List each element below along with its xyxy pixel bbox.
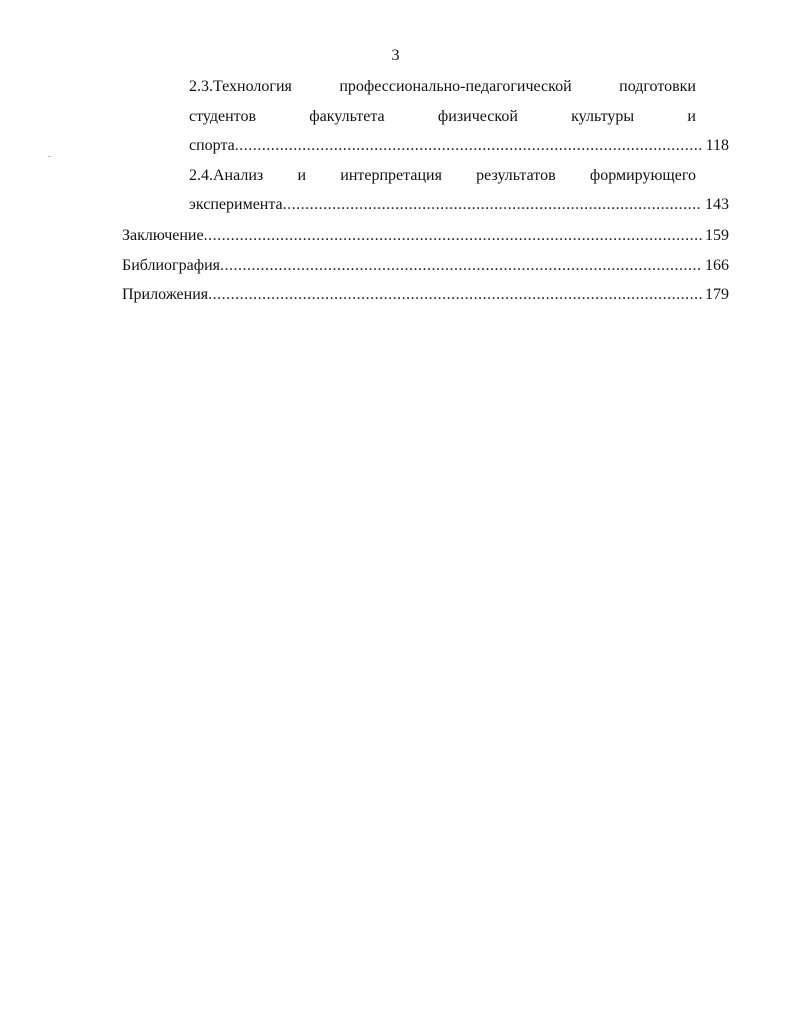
toc-entry-2-4-line-1: 2.4.Анализ и интерпретация результатов формирующего <box>189 167 696 184</box>
toc-entry-title: Приложения <box>122 286 209 303</box>
toc-entry-2-3-line-1: 2.3.Технология профессионально-педагогической подготовки <box>189 78 696 95</box>
toc-entry-bibliography[interactable] <box>122 256 729 276</box>
dot-leader <box>220 256 702 276</box>
toc-entry-title: спорта <box>189 137 235 154</box>
scan-speck <box>48 156 51 157</box>
page-number: 3 <box>391 47 400 64</box>
toc-page-number: 166 <box>705 257 729 274</box>
toc-page-number: 179 <box>705 286 729 303</box>
dot-leader <box>208 285 702 305</box>
toc-page-number: 118 <box>705 137 729 154</box>
toc-entry-2-4-last-line[interactable] <box>189 195 729 215</box>
toc-page-number: 143 <box>705 196 729 213</box>
toc-entry-title: Заключение <box>122 227 204 244</box>
toc-entry-2-3-last-line[interactable] <box>189 136 729 156</box>
dot-leader <box>204 226 702 246</box>
toc-entry-conclusion[interactable] <box>122 226 729 246</box>
toc-entry-title: Библиография <box>122 257 220 274</box>
dot-leader <box>283 195 702 215</box>
toc-entry-title: эксперимента <box>189 196 283 213</box>
toc-entry-2-3-line-2: студентов факультета физической культуры и <box>189 108 696 125</box>
toc-entry-appendices[interactable] <box>122 285 729 305</box>
dot-leader <box>235 136 703 156</box>
toc-page-number: 159 <box>705 227 729 244</box>
